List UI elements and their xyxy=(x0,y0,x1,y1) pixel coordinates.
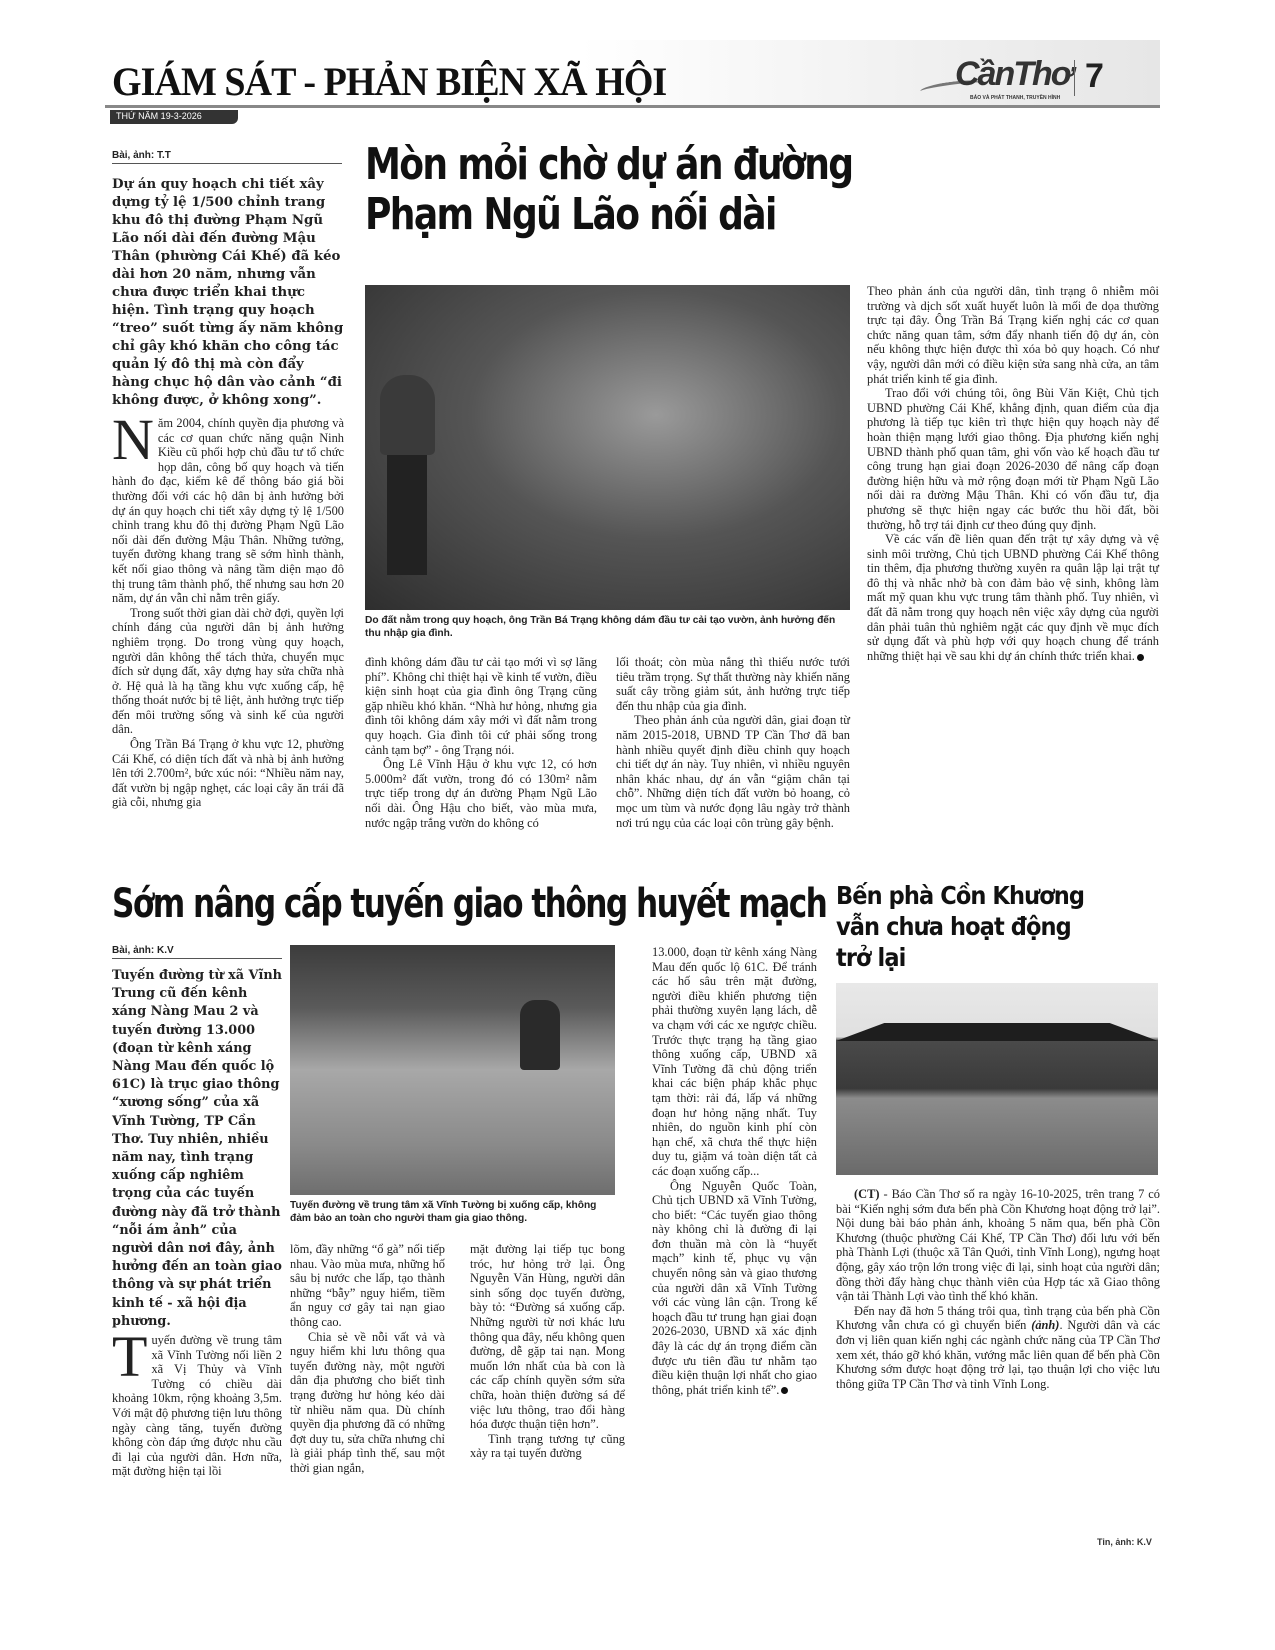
photo-man-legs xyxy=(387,455,427,575)
article3-photo-ferry-terminal xyxy=(836,983,1158,1175)
article2-col2-p2: Chia sẻ về nỗi vất vả và nguy hiểm khi lưu thông qua tuyến đường này, một người dân địa phương cho biết tình trạng đường hư hỏng kéo dài từ nhiều năm qua. Dù chính quyền địa phương đã có những đợt duy tu, sửa chữa nhưng chỉ là giải pháp tình thế, sau một thời gian ngắn, xyxy=(290,1329,445,1475)
article1-col1 xyxy=(112,407,344,810)
article1-col1-p3: Ông Trần Bá Trạng ở khu vực 12, phường Cái Khế, có diện tích đất và nhà bị ảnh hưởng lên tới 2.700m², bức xúc nói: “Nhiều năm nay, đất vườn bị ngập nghẹt, các loại cây ăn trái đã già cỗi, nhưng gia xyxy=(112,737,344,810)
photo-man-figure xyxy=(380,375,435,455)
article2-col1-p1: uyến đường về trung tâm xã Vĩnh Tường nối liền 2 xã Vị Thủy và Vĩnh Tường có chiều dài khoảng 10km, rộng khoảng 3,5m. Với mật độ phương tiện lưu thông ngày càng tăng, tuyến đường không còn đáp ứng được nhu cầu đi lại của người dân. Hơn nữa, mặt đường hiện tại lồi xyxy=(112,1333,282,1479)
article2-sapo: Tuyến đường từ xã Vĩnh Trung cũ đến kênh xáng Nàng Mau 2 và tuyến đường 13.000 (đoạn từ kênh xáng Nàng Mau đến quốc lộ 61C) là trục giao thông “xương sống” của xã Vĩnh Tường, TP Cần Thơ. Tuy nhiên, nhiều năm nay, tình trạng xuống cấp nghiêm trọng của các tuyến đường này đã trở thành “nỗi ám ảnh” của người dân nơi đây, ảnh hưởng đến an toàn giao thông và sự phát triển kinh tế - xã hội địa phương. xyxy=(112,968,282,1329)
article2-col1 xyxy=(112,1324,282,1479)
article1-byline: Bài, ảnh: T.T xyxy=(112,150,342,164)
newspaper-logo: CầnThơ xyxy=(955,55,1072,93)
article2-headline: Sớm nâng cấp tuyến giao thông huyết mạch xyxy=(112,881,827,927)
article2-col3-p2: Tình trạng tương tự cũng xảy ra tại tuyến đường xyxy=(470,1431,625,1461)
article2-col2 xyxy=(290,1242,445,1476)
article2-col3-p1: mặt đường lại tiếp tục bong tróc, hư hỏng trở lại. Ông Nguyễn Văn Hùng, người dân sinh sống dọc tuyến đường, bày tỏ: “Đường sá xuống cấp. Những người từ nơi khác lưu thông qua đây, nếu không quen đường, dễ gặp tai nạn. Mong muốn lớn nhất của bà con là các cấp chính quyền sớm sửa chữa, hoàn thiện đường sá để việc lưu thông, trao đổi hàng hóa được thuận tiện hơn”. xyxy=(470,1242,625,1432)
article1-sapo: Dự án quy hoạch chi tiết xây dựng tỷ lệ 1/500 chỉnh trang khu đô thị đường Phạm Ngũ Lão nối dài đến đường Mậu Thân (phường Cái Khế) đã kéo dài hơn 20 năm, nhưng vẫn chưa được triển khai thực hiện. Tình trạng quy hoạch “treo” suốt từng ấy năm không chỉ gây khó khăn cho công tác quản lý đô thị mà còn đẩy hàng chục hộ dân vào cảnh “đi không được, ở không xong”. xyxy=(112,177,344,408)
article1-col3-p1: lối thoát; còn mùa nắng thì thiếu nước tưới tiêu trầm trọng. Sự thất thường này khiến năng suất cây trồng giảm sút, ảnh hưởng trực tiếp đến thu nhập của gia đình. xyxy=(616,655,850,713)
article1-col2-p2: Ông Lê Vĩnh Hậu ở khu vực 12, có hơn 5.000m² đất vườn, trong đó có 130m² nằm trực tiếp trong dự án đường Phạm Ngũ Lão nối dài. Ông Hậu cho biết, vào mùa mưa, nước ngập trắng vườn do không có xyxy=(365,757,597,830)
article2-photo-caption: Tuyến đường về trung tâm xã Vĩnh Tường bị xuống cấp, không đảm bảo an toàn cho người tham gia giao thông. xyxy=(290,1200,597,1224)
article1-col4-p1: Theo phản ánh của người dân, tình trạng ô nhiễm môi trường và dịch sốt xuất huyết luôn là mối đe dọa thường trực tại đây. Ông Trần Bá Trạng kiến nghị các cơ quan chức năng quan tâm, sớm đẩy nhanh tiến độ dự án, còn nếu không thực hiện được thì xóa bỏ quy hoạch. Có như vậy, người dân mới có điều kiện sửa sang nhà cửa, an tâm phát triển kinh tế gia đình. xyxy=(867,284,1159,386)
article1-col2 xyxy=(365,655,597,830)
article1-col3-p2: Theo phản ánh của người dân, giai đoạn từ năm 2015-2018, UBND TP Cần Thơ đã ban hành nhiều quyết định điều chỉnh quy hoạch chi tiết dự án này. Tuy nhiên, vì nhiều nguyên nhân khác nhau, dự án vẫn “giậm chân tại chỗ”. Những diện tích đất vườn bỏ hoang, cỏ mọc um tùm và nước đọng lâu ngày trở thành nơi trú ngụ của các loại côn trùng gây bệnh. xyxy=(616,713,850,830)
article1-headline-line1: Mòn mỏi chờ dự án đường xyxy=(365,139,853,190)
section-title: GIÁM SÁT - PHẢN BIỆN XÃ HỘI xyxy=(112,59,667,104)
article2-col4 xyxy=(652,945,817,1397)
article1-col4 xyxy=(867,284,1159,663)
article1-dropcap: N xyxy=(112,407,154,472)
article1-col1-p1: ăm 2004, chính quyền địa phương và các cơ quan chức năng quận Ninh Kiều cũ phối hợp chủ đầu tư tổ chức họp dân, công bố quy hoạch và tiến hành đo đạc, kiểm kê để thông báo giá bồi thường đối với các hộ dân bị ảnh hưởng bởi dự án quy hoạch chi tiết xây dựng tỷ lệ 1/500 chỉnh trang khu đô thị đường Phạm Ngũ Lão nối dài đến đường Mậu Thân. Những tưởng, tuyến đường khang trang sẽ sớm hình thành, kết nối giao thông và nâng tầm diện mạo đô thị trung tâm thành phố, thế nhưng sau hơn 20 năm, dự án vẫn chỉ nằm trên giấy. xyxy=(112,416,344,606)
article2-photo-damaged-road xyxy=(290,945,615,1195)
article1-photo-caption: Do đất nằm trong quy hoạch, ông Trần Bá Trạng không dám đầu tư cải tạo vườn, ảnh hưởng đến thu nhập gia đình. xyxy=(365,615,836,639)
logo-subtitle: BÁO VÀ PHÁT THANH, TRUYỀN HÌNH xyxy=(970,95,1061,101)
article1-col1-p2: Trong suốt thời gian dài chờ đợi, quyền lợi chính đáng của người dân bị ảnh hưởng nghiêm trọng. Do trong vùng quy hoạch, người dân không thể tách thửa, chuyển mục đích sử dụng đất, xây dựng hay sửa chữa nhà ở. Hệ quả là hạ tầng khu vực xuống cấp, hệ thống thoát nước bị tê liệt, ảnh hưởng trực tiếp đến môi trường sống và sinh kế của người dân. xyxy=(112,605,344,737)
end-mark-icon xyxy=(781,1387,788,1394)
article1-col3 xyxy=(616,655,850,830)
article3-p1: (CT) - Báo Cần Thơ số ra ngày 16-10-2025, trên trang 7 có bài “Kiến nghị sớm đưa bến phà Cồn Khương hoạt động trở lại”. Nội dung bài báo phản ánh, khoảng 5 năm qua, bến phà Cồn Khương (thuộc phường Cái Khế, TP Cần Thơ) đối lưu với bến phà Thành Lợi (thuộc xã Tân Quới, tỉnh Vĩnh Long), ngưng hoạt động, gây xáo trộn lớn trong việc đi lại, sinh hoạt của người dân; đồng thời đẩy hàng chục thành viên của Hợp tác xã Giao thông vận tải Thành Lợi vào tình thế khó khăn. xyxy=(836,1187,1160,1304)
end-mark-icon xyxy=(1137,654,1144,661)
article1-headline xyxy=(365,140,1013,240)
article2-col4-p1: 13.000, đoạn từ kênh xáng Nàng Mau đến quốc lộ 61C. Để tránh các hố sâu trên mặt đường, người điều khiển phương tiện phải thường xuyên lạng lách, dễ va chạm với các xe ngược chiều. Trước thực trạng hạ tầng giao thông xuống cấp, UBND xã Vĩnh Tường đã chủ động triển khai các biện pháp khắc phục tạm thời: rải đá, lấp vá những đoạn hư hỏng nặng nhất. Tuy nhiên, do nguồn kinh phí còn hạn chế, xã chưa thể thực hiện duy tu, giặm vá toàn diện tất cả các đoạn xuống cấp... xyxy=(652,945,817,1178)
article1-col4-p2: Trao đổi với chúng tôi, ông Bùi Văn Kiệt, Chủ tịch UBND phường Cái Khế, khẳng định, quan điểm của địa phương là tiếp tục kiên trì thực hiện quy hoạch này để hoàn thiện mạng lưới giao thông. Địa phương kiến nghị UBND thành phố quan tâm, ghi vốn vào kế hoạch đầu tư công trung hạn giai đoạn 2026-2030 để nâng cấp đoạn đường hiện hữu và mở rộng đoạn mới từ Phạm Ngũ Lão nối dài ra đường Mậu Thân. Khi có vốn đầu tư, địa phương sẽ thực hiện ngay các bước thu hồi đất, bồi thường, hỗ trợ tái định cư theo đúng quy định. xyxy=(867,386,1159,532)
page-number: 7 xyxy=(1085,57,1104,95)
photo-motorbike-riders xyxy=(520,1000,560,1070)
article2-col4-p2: Ông Nguyễn Quốc Toàn, Chủ tịch UBND xã Vĩnh Tường, cho biết: “Các tuyến giao thông này không chỉ là đường đi lại đơn thuần mà còn là “huyết mạch” kinh tế, phục vụ vận chuyển nông sản và giao thương của người dân xã Vĩnh Tường với các vùng lân cận. Trong kế hoạch đầu tư trung hạn giai đoạn 2026-2030, UBND xã xác định đây là các dự án trọng điểm cần được ưu tiên đầu tư nhằm tạo điều kiện thuận lợi nhất cho giao thông, phát triển kinh tế”. xyxy=(652,1178,817,1397)
photo-reference: (ảnh) xyxy=(1031,1318,1060,1333)
article3-p2: Đến nay đã hơn 5 tháng trôi qua, tình trạng của bến phà Cồn Khương vẫn chưa có gì chuyển biến (ảnh). Người dân và các đơn vị liên quan kiến nghị các ngành chức năng của TP Cần Thơ xem xét, tháo gỡ khó khăn, vướng mắc liên quan để bến phà Cồn Khương sớm được hoạt động trở lại, tạo thuận lợi cho việc lưu thông giữa TP Cần Thơ và tỉnh Vĩnh Long. xyxy=(836,1303,1160,1391)
article1-photo-overgrown-garden xyxy=(365,285,850,610)
issue-date: THỨ NĂM 19-3-2026 xyxy=(110,110,238,124)
article1-col2-p1: đình không dám đầu tư cải tạo mới vì sợ lãng phí”. Không chỉ thiệt hại về kinh tế vườn, điều kiện sinh hoạt của gia đình ông Trạng cũng gặp nhiều khó khăn. “Nhà hư hỏng, nhưng gia đình tôi không dám xây mới vì đất nằm trong quy hoạch. Gia đình tôi cứ phải sống trong cảnh tạm bợ” - ông Trạng nói. xyxy=(365,655,597,757)
article1-headline-line2: Phạm Ngũ Lão nối dài xyxy=(365,189,776,240)
article3-body xyxy=(836,1187,1160,1391)
article2-byline: Bài, ảnh: K.V xyxy=(112,945,282,959)
article2-dropcap: T xyxy=(112,1324,148,1389)
article3-headline-line2: vẫn chưa hoạt động xyxy=(836,912,1071,941)
article3-headline xyxy=(836,880,1133,973)
article1-col4-p3: Về các vấn đề liên quan đến trật tự xây dựng và vệ sinh môi trường, Chủ tịch UBND phường Cái Khế thông tin thêm, địa phương thường xuyên ra quân lập lại trật tự đô thị và nhắc nhở bà con đảm bảo vệ sinh, không làm mất mỹ quan khu vực trung tâm thành phố. Tuy nhiên, vì đất đã nằm trong quy hoạch nên việc xây dựng của người dân phải tuân thủ nghiêm ngặt các quy định về mục đích sử dụng đất và phù hợp với quy hoạch chung để tránh những thiệt hại về sau khi dự án chính thức triển khai. xyxy=(867,532,1159,663)
article3-credit: Tin, ảnh: K.V xyxy=(1097,1537,1152,1547)
photo-terminal-roof xyxy=(836,1023,1158,1041)
article2-col3 xyxy=(470,1242,625,1461)
article3-headline-line1: Bến phà Cồn Khương xyxy=(836,881,1085,910)
article3-lead-tag: (CT) xyxy=(854,1187,880,1201)
header-divider xyxy=(1074,60,1075,96)
article2-col2-p1: lõm, đầy những “ổ gà” nối tiếp nhau. Vào mùa mưa, những hố sâu bị nước che lấp, tạo thành những “bẫy” nguy hiểm, tiềm ẩn nguy cơ gây tai nạn giao thông cao. xyxy=(290,1242,445,1329)
article3-headline-line3: trở lại xyxy=(836,943,906,972)
